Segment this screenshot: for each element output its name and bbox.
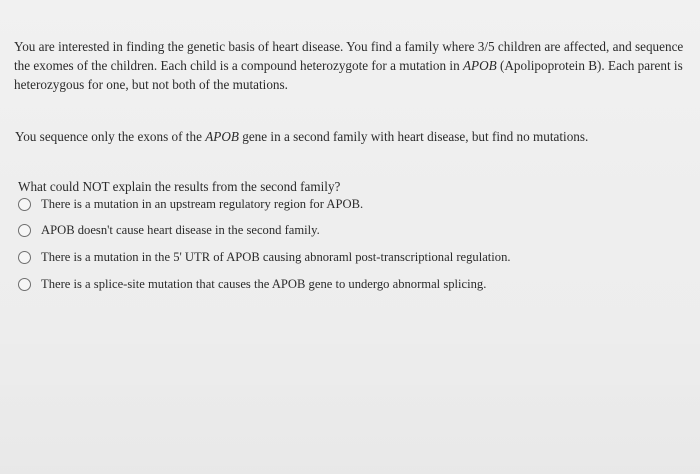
- background-shade: [0, 324, 700, 474]
- paragraph-1-text-a: You are interested in finding the genetic basis of heart disease. You find a family where 3/5 children are affected, and sequence the exomes of the children. Each child is a compound heterozygote for a mutation in: [14, 39, 684, 73]
- radio-button-icon[interactable]: [18, 278, 31, 291]
- problem-paragraph-2: [15, 127, 691, 146]
- radio-button-icon[interactable]: [18, 224, 31, 237]
- answer-options: [18, 193, 688, 300]
- radio-button-icon[interactable]: [18, 251, 31, 264]
- answer-option-label[interactable]: There is a splice-site mutation that causes the APOB gene to undergo abnormal splicing.: [41, 276, 487, 291]
- answer-option-label[interactable]: APOB doesn't cause heart disease in the second family.: [41, 222, 320, 237]
- answer-option-4[interactable]: [18, 273, 688, 295]
- answer-option-label[interactable]: There is a mutation in an upstream regulatory region for APOB.: [41, 196, 364, 211]
- answer-option-2[interactable]: [18, 219, 688, 241]
- radio-button-icon[interactable]: [18, 198, 31, 211]
- paragraph-2-text-a: You sequence only the exons of the: [15, 129, 206, 144]
- answer-option-3[interactable]: [18, 246, 688, 268]
- gene-name-apob: APOB: [205, 129, 239, 144]
- answer-option-1[interactable]: [18, 193, 688, 215]
- problem-paragraph-1: [14, 37, 690, 94]
- answer-option-label[interactable]: There is a mutation in the 5' UTR of APOB causing abnoraml post-transcriptional regulation.: [41, 249, 511, 264]
- paragraph-2-text-b: gene in a second family with heart disease, but find no mutations.: [238, 129, 589, 144]
- gene-name-apob: APOB: [462, 58, 497, 73]
- paragraph-1-text-b: (Apolipoprotein B). Each parent is heterozygous for one, but not both of the mutations.: [14, 58, 683, 92]
- question-prompt: What could NOT explain the results from the second family?: [18, 179, 341, 194]
